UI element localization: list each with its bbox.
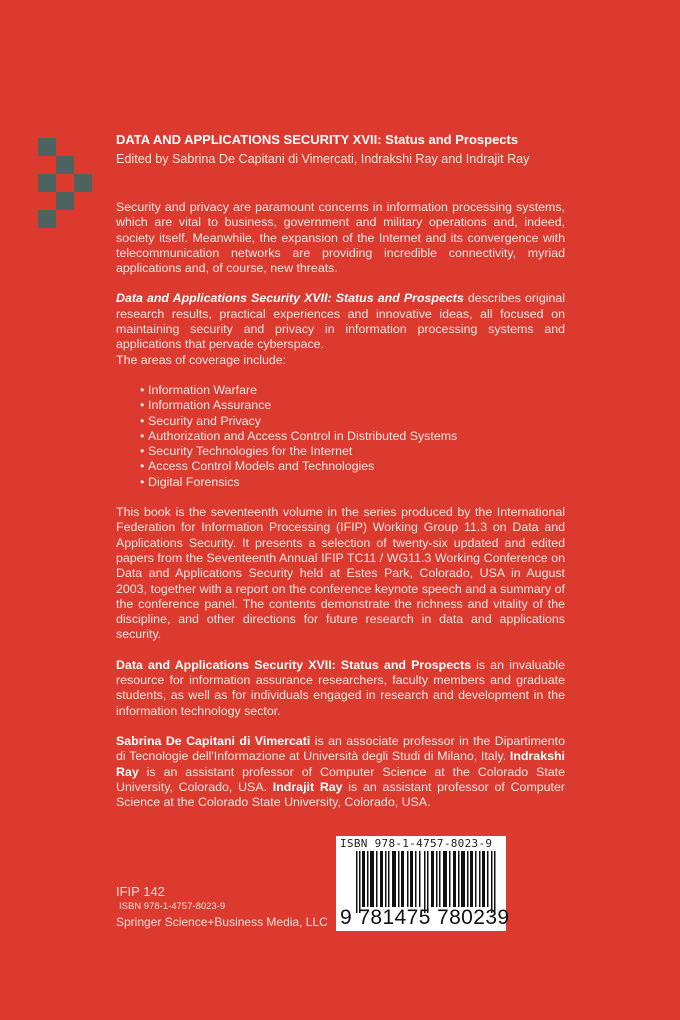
audience-book-title: Data and Applications Security XVII: Status and Prospects <box>116 657 472 672</box>
coverage-intro: The areas of coverage include: <box>116 352 287 367</box>
series-number: IFIP 142 <box>116 884 165 899</box>
coverage-list <box>116 383 565 490</box>
bio-name-1: Sabrina De Capitani di Vimercati <box>116 733 311 748</box>
list-item: • Information Warfare <box>140 383 565 398</box>
description-text: describes original research results, practical experiences and innovative ideas, all focused on maintaining security and privacy in information processing systems and applications that pervade cyberspace. <box>116 291 565 352</box>
editors-line: Edited by Sabrina De Capitani di Vimercati, Indrakshi Ray and Indrajit Ray <box>116 152 530 166</box>
bio-text-3: is an assistant professor of Computer Science at the Colorado State University, Colorado, USA. <box>116 779 566 810</box>
logo-square <box>38 174 56 192</box>
list-item: • Authorization and Access Control in Distributed Systems <box>140 429 565 444</box>
book-title: DATA AND APPLICATIONS SECURITY XVII: Status and Prospects <box>116 132 519 147</box>
logo-square <box>38 210 56 228</box>
isbn-small: ISBN 978-1-4757-8023-9 <box>119 901 226 912</box>
isbn-barcode <box>336 836 510 931</box>
barcode-ean-number: 9 781475 780239 <box>340 906 510 929</box>
logo-square <box>38 138 56 156</box>
barcode-bars-icon <box>356 851 501 913</box>
list-item: • Digital Forensics <box>140 475 565 490</box>
bio-text-2: is an assistant professor of Computer Science at the Colorado State University, Colorado, USA. <box>116 764 565 794</box>
publisher-footer <box>116 884 328 930</box>
list-item: • Security Technologies for the Internet <box>140 444 565 459</box>
audience-text: is an invaluable resource for information assurance researchers, faculty members and graduate students, as well as for individuals engaged in research and development in the information technology sector. <box>116 657 565 718</box>
publisher-name: Springer Science+Business Media, LLC <box>116 915 328 929</box>
description-book-title: Data and Applications Security XVII: Status and Prospects <box>116 291 464 306</box>
list-item: • Access Control Models and Technologies <box>140 459 565 474</box>
bio-text-1: is an associate professor in the Dipartimento di Tecnologie dell'Informazione at Università degli Studi di Milano, Italy. <box>116 733 566 764</box>
logo-square <box>74 174 92 192</box>
list-item: • Information Assurance <box>140 398 565 413</box>
audience-paragraph <box>116 658 565 719</box>
editors-bio-paragraph <box>116 734 565 810</box>
back-cover-text <box>116 131 565 810</box>
intro-paragraph: Security and privacy are paramount concerns in information processing systems, which are vital to business, government and military operations and, indeed, society itself. Meanwhile, the expansion of the Internet and its convergence with telecommunication networks are providing incredible connectivity, myriad applications and, of course, new threats. <box>116 200 565 276</box>
barcode-isbn-label: ISBN 978-1-4757-8023-9 <box>340 837 493 850</box>
logo-square <box>56 192 74 210</box>
description-paragraph <box>116 291 565 352</box>
series-paragraph: This book is the seventeenth volume in the series produced by the International Federation for Information Processing (IFIP) Working Group 11.3 on Data and Applications Security. It presents a selection of twenty-six updated and edited papers from the Seventeenth Annual IFIP TC11 / WG11.3 Working Conference on Data and Applications Security held at Estes Park, Colorado, USA in August 2003, together with a report on the conference keynote speech and a summary of the conference panel. The contents demonstrate the richness and vitality of the discipline, and other directions for future research in data and applications security. <box>116 505 565 642</box>
bio-name-2: Indrakshi Ray <box>116 749 565 779</box>
checkerboard-logo-icon <box>38 138 94 228</box>
list-item: • Security and Privacy <box>140 414 565 429</box>
logo-square <box>56 156 74 174</box>
bio-name-3: Indrajit Ray <box>272 779 343 794</box>
